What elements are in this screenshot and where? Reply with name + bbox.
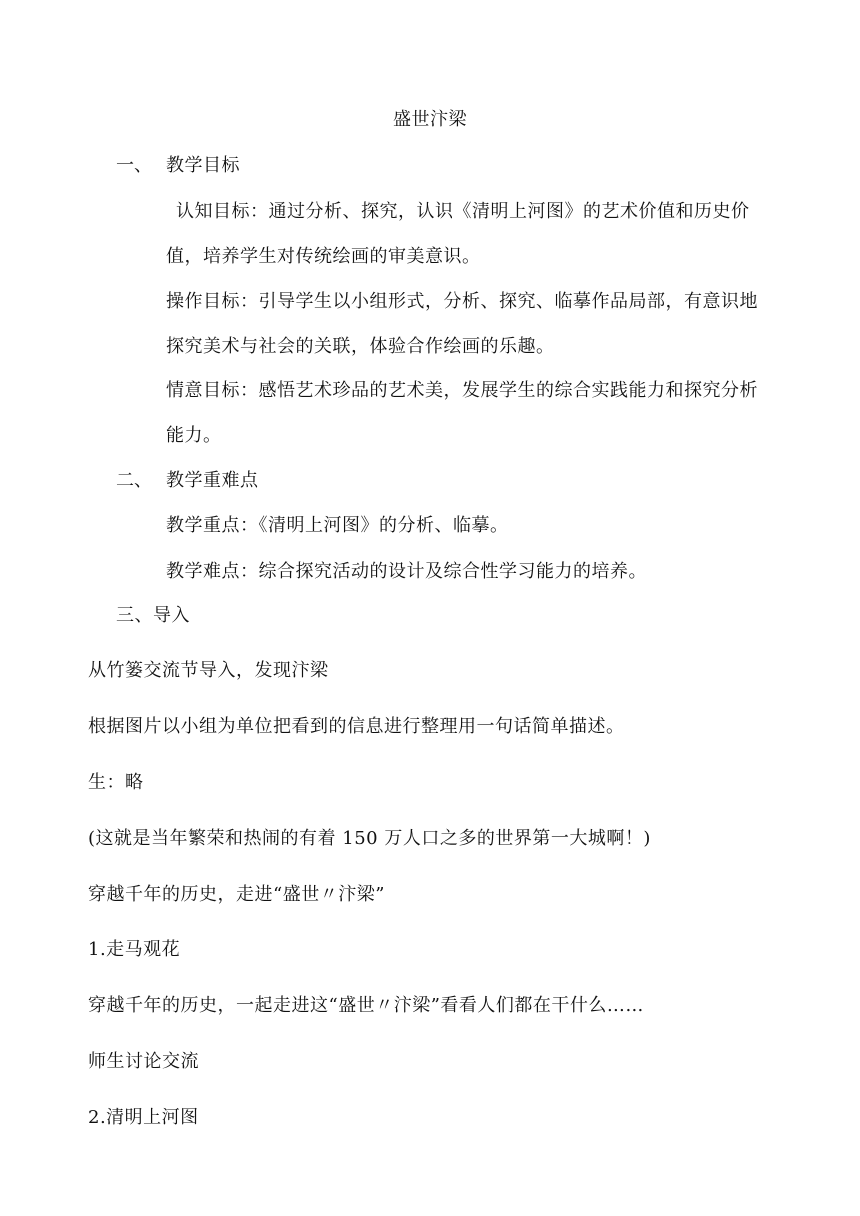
body-line: 生：略 [88, 772, 144, 793]
body-line: 从竹篓交流节导入，发现汴梁 [88, 660, 329, 681]
section-1-heading: 教学目标 [166, 155, 240, 176]
section-3-heading: 三、导入 [116, 605, 190, 626]
section-2-number: 二、 [116, 470, 152, 491]
body-line: 2.清明上河图 [88, 1107, 199, 1128]
key-point: 教学重点：《清明上河图》的分析、临摹。 [166, 515, 509, 536]
body-line: (这就是当年繁荣和热闹的有着 150 万人口之多的世界第一大城啊！) [88, 828, 651, 849]
emotion-goal-line-1: 情意目标：感悟艺术珍品的艺术美，发展学生的综合实践能力和探究分析 [166, 380, 758, 401]
cognitive-goal-line-2: 值，培养学生对传统绘画的审美意识。 [166, 246, 481, 267]
body-line: 1.走马观花 [88, 939, 181, 960]
body-line: 穿越千年的历史，走进“盛世〃汴梁” [88, 884, 385, 905]
operation-goal-line-2: 探究美术与社会的关联，体验合作绘画的乐趣。 [166, 336, 555, 357]
emotion-goal-line-2: 能力。 [166, 425, 222, 446]
operation-goal-line-1: 操作目标：引导学生以小组形式，分析、探究、临摹作品局部，有意识地 [166, 291, 758, 312]
body-line: 根据图片以小组为单位把看到的信息进行整理用一句话简单描述。 [88, 716, 625, 737]
difficulty-point: 教学难点：综合探究活动的设计及综合性学习能力的培养。 [166, 561, 647, 582]
section-2-heading: 教学重难点 [166, 470, 259, 491]
body-line: 穿越千年的历史，一起走进这“盛世〃汴梁”看看人们都在干什么…… [88, 995, 644, 1016]
section-1-number: 一、 [116, 155, 152, 176]
cognitive-goal-line-1: 认知目标：通过分析、探究，认识《清明上河图》的艺术价值和历史价 [176, 201, 750, 222]
body-line: 师生讨论交流 [88, 1051, 199, 1072]
page-title: 盛世汴梁 [393, 109, 467, 130]
